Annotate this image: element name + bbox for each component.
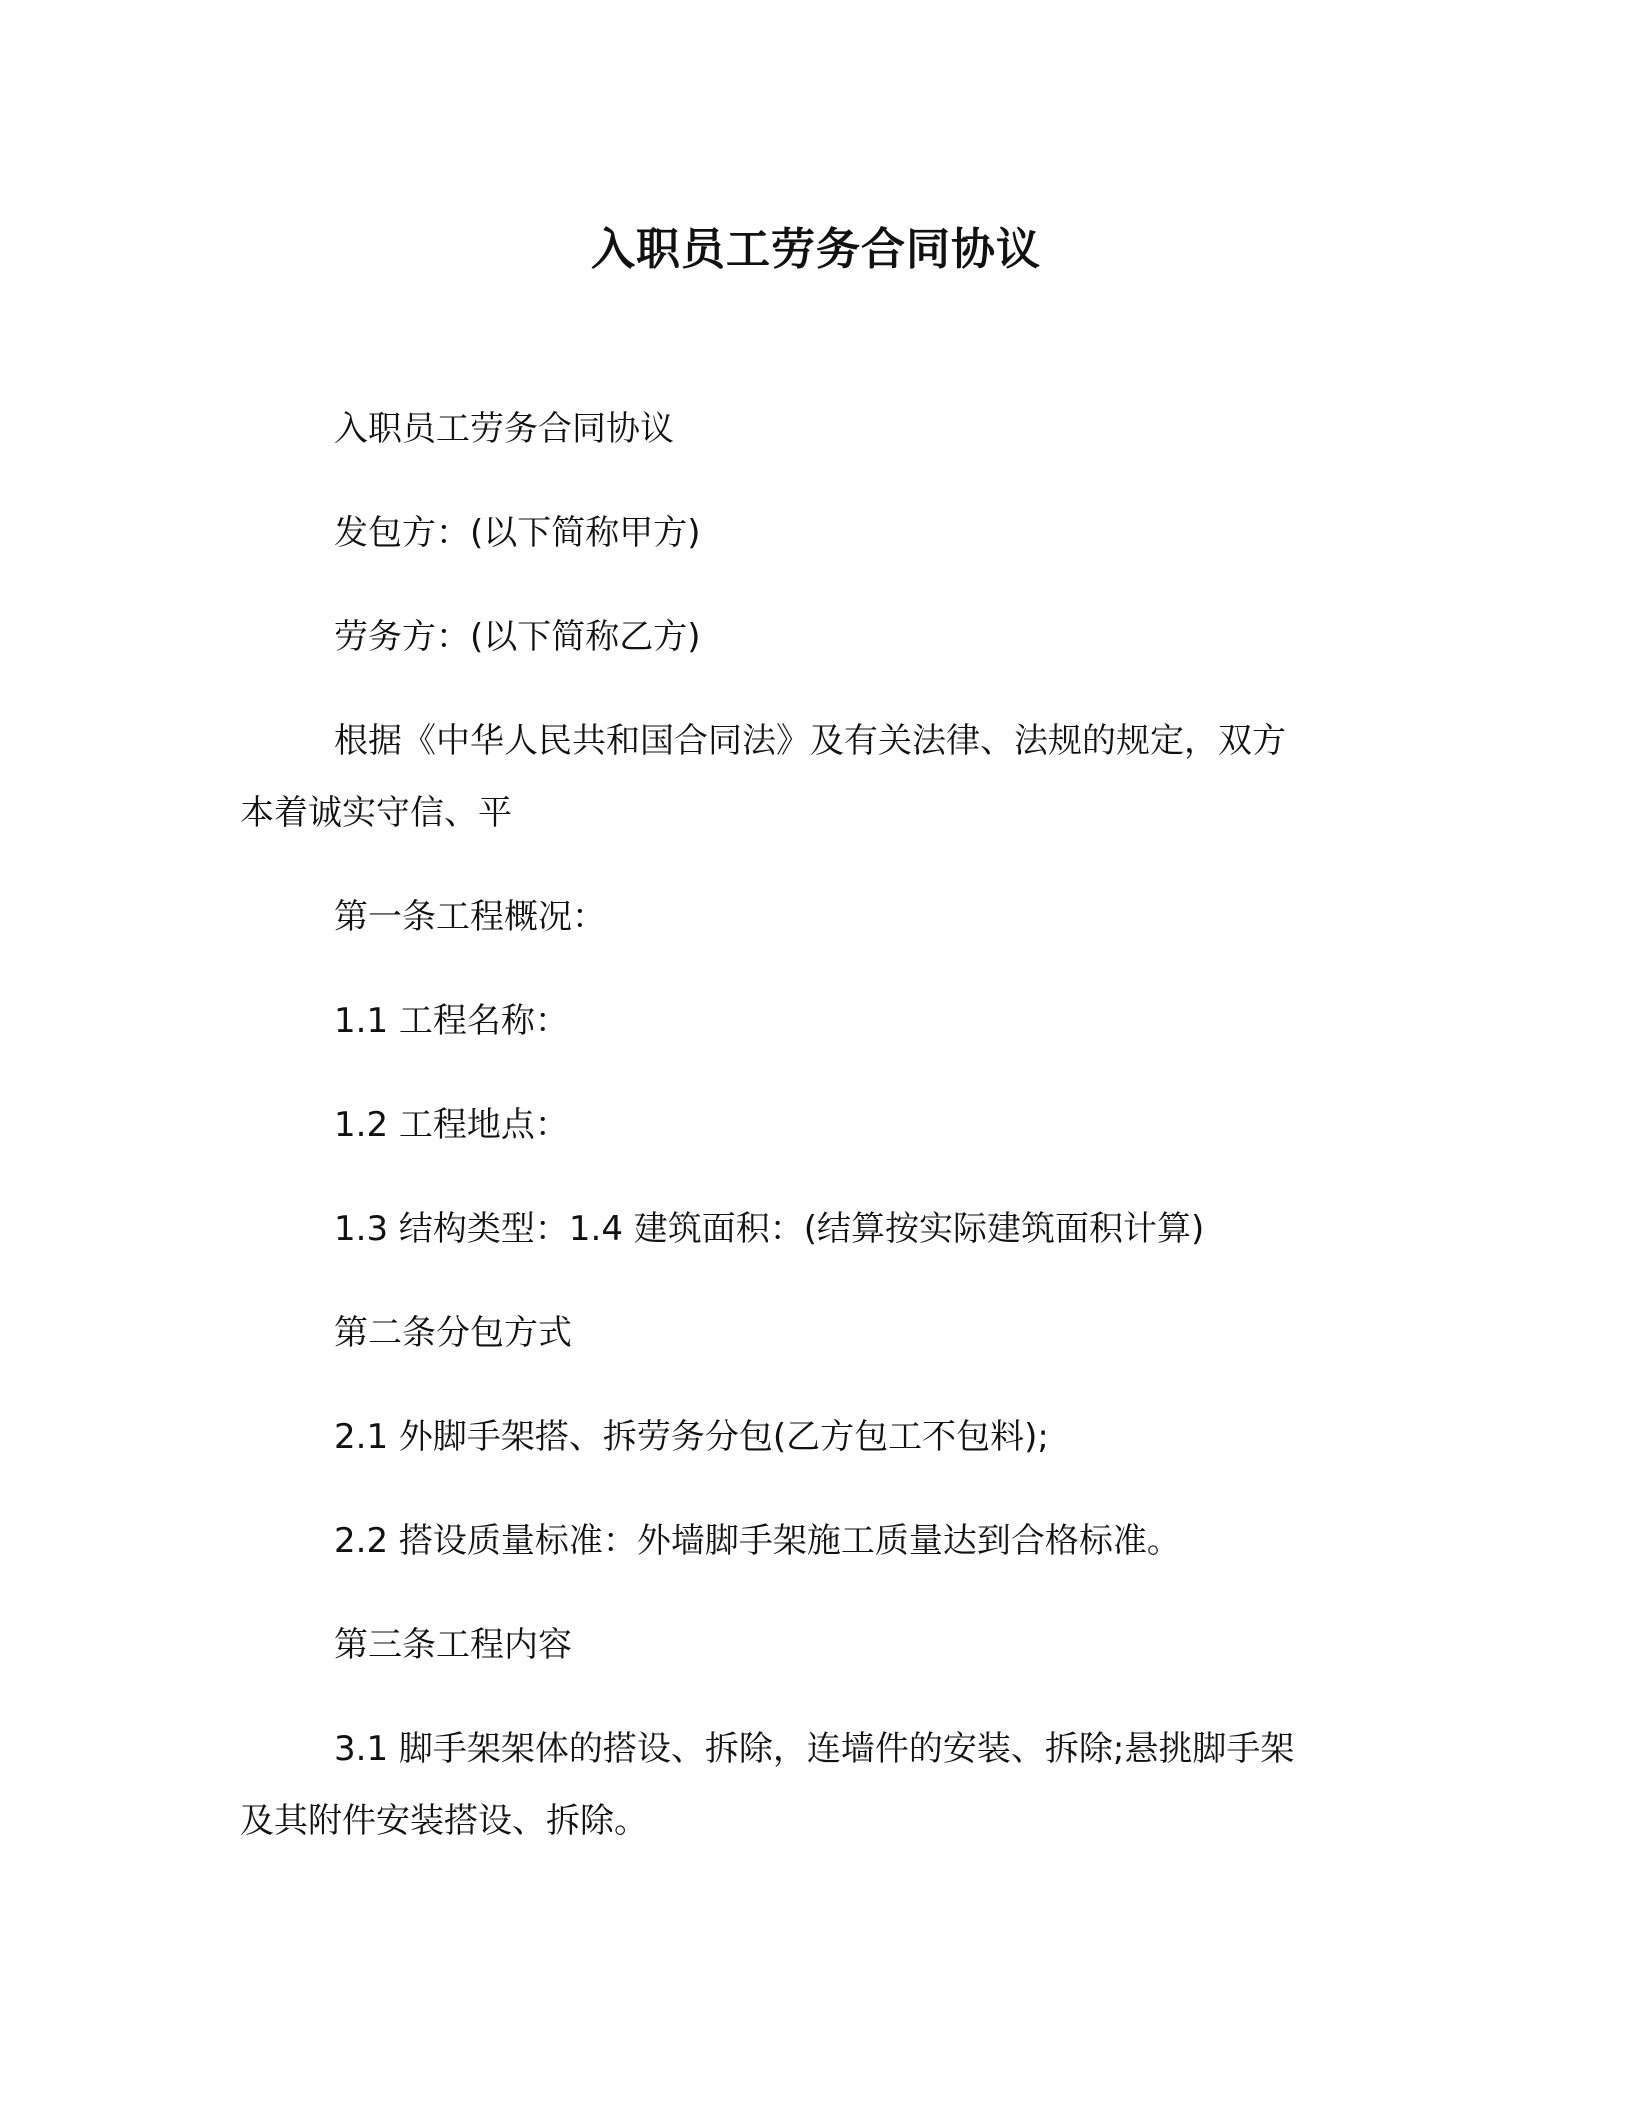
paragraph-contractor: 发包方：(以下简称甲方): [334, 513, 701, 553]
clause-2-1: 2.1 外脚手架搭、拆劳务分包(乙方包工不包料);: [334, 1417, 1049, 1457]
legal-basis-line-1: 根据《中华人民共和国合同法》及有关法律、法规的规定，双方: [334, 721, 1286, 761]
paragraph-legal-basis: [240, 702, 1370, 852]
section-2-heading: 第二条分包方式: [334, 1313, 572, 1353]
clause-3-1-line-1: 3.1 脚手架架体的搭设、拆除，连墙件的安装、拆除;悬挑脚手架: [334, 1729, 1295, 1769]
document-title: 入职员工劳务合同协议: [591, 224, 1041, 275]
paragraph-labor-party: 劳务方：(以下简称乙方): [334, 617, 701, 657]
legal-basis-line-2: 本着诚实守信、平: [240, 793, 512, 833]
clause-1-2: 1.2 工程地点：: [334, 1105, 569, 1145]
section-1-heading: 第一条工程概况：: [334, 897, 606, 937]
clause-1-3-1-4: 1.3 结构类型：1.4 建筑面积：(结算按实际建筑面积计算): [334, 1209, 1205, 1249]
clause-1-1: 1.1 工程名称：: [334, 1001, 569, 1041]
clause-3-1: [240, 1710, 1370, 1860]
paragraph-heading: 入职员工劳务合同协议: [334, 409, 674, 449]
document-body: [240, 390, 1370, 1886]
clause-3-1-line-2: 及其附件安装搭设、拆除。: [240, 1801, 648, 1841]
section-3-heading: 第三条工程内容: [334, 1625, 572, 1665]
clause-2-2: 2.2 搭设质量标准：外墙脚手架施工质量达到合格标准。: [334, 1521, 1181, 1561]
